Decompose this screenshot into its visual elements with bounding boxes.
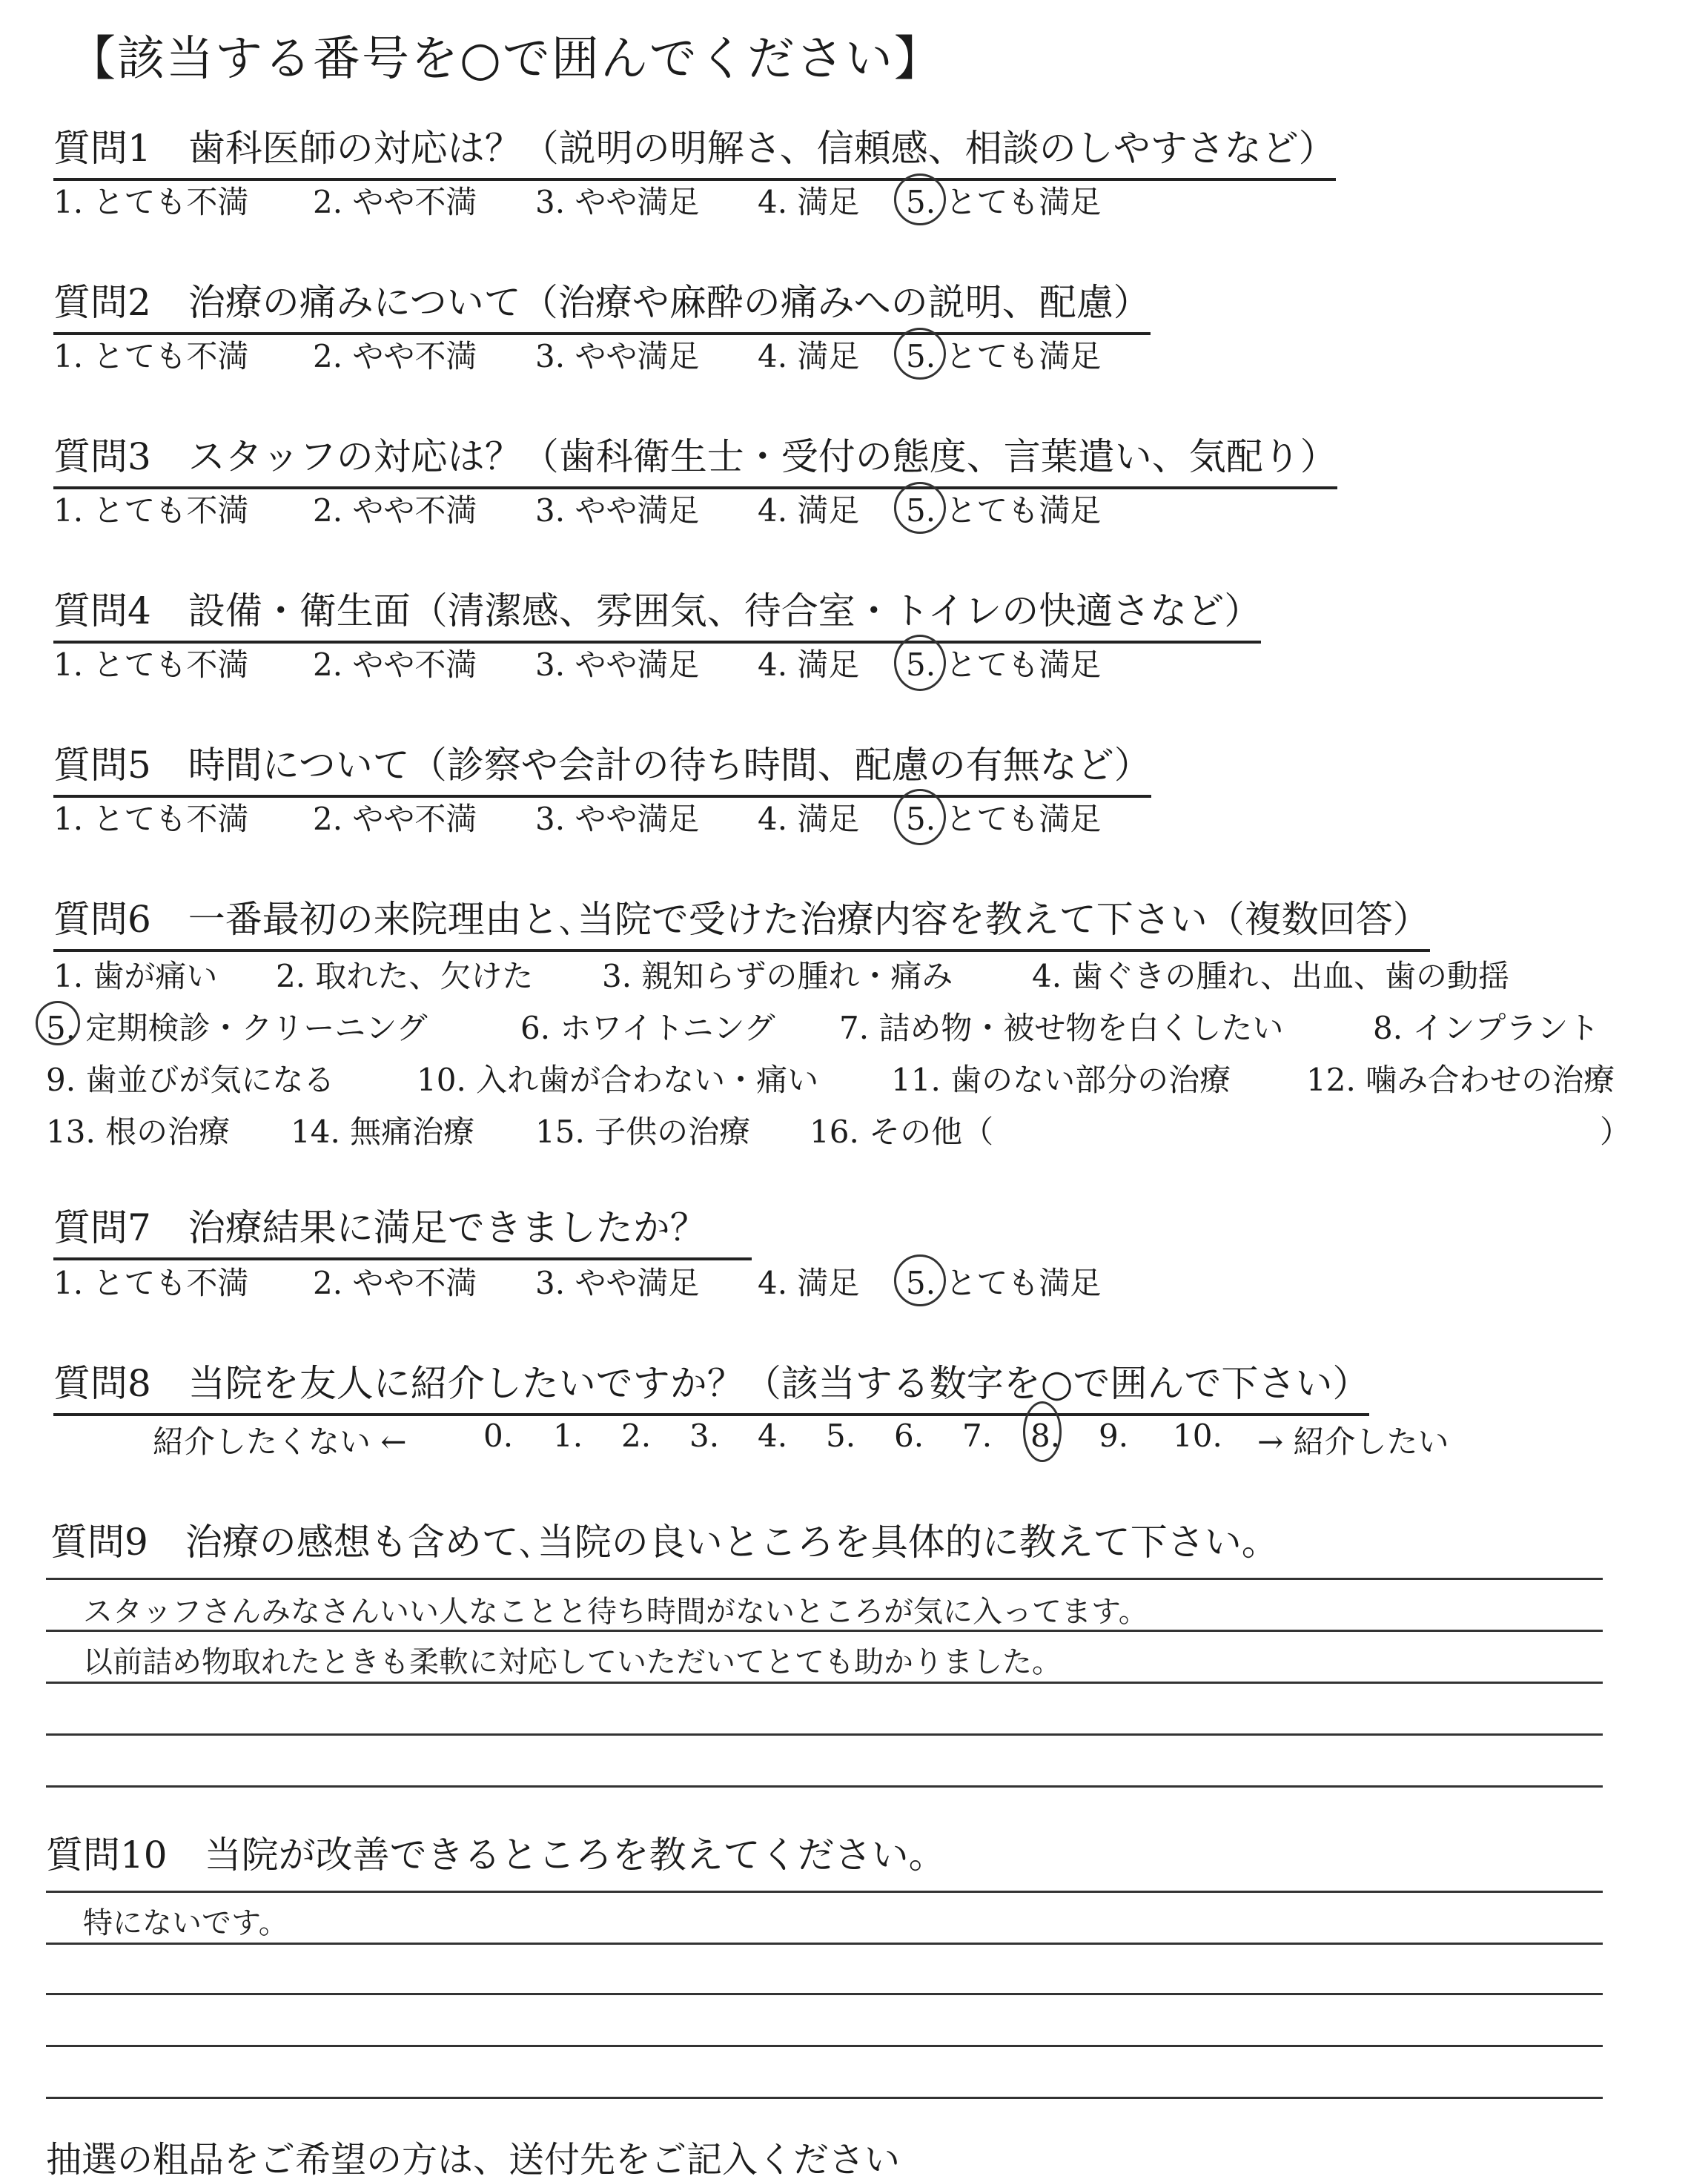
q2-selection-circle <box>894 328 946 380</box>
question-5-title: 質問5 時間について（診察や会計の待ち時間、配慮の有無など） <box>53 735 1151 798</box>
question-10-title: 質問10 当院が改善できるところを教えてください。 <box>46 1834 946 1877</box>
q5-option-1[interactable]: 1. とても不満 <box>53 801 249 837</box>
q4-option-2[interactable]: 2. やや不満 <box>313 647 477 683</box>
q1-option-1[interactable]: 1. とても不満 <box>53 184 249 220</box>
question-2-title: 質問2 治療の痛みについて（治療や麻酔の痛みへの説明、配慮） <box>53 273 1151 335</box>
question-8-title: 質問8 当院を友人に紹介したいですか？（該当する数字を○で囲んで下さい） <box>53 1354 1369 1416</box>
prize-address-instruction: 抽選の粗品をご希望の方は、送付先をご記入ください <box>46 2139 901 2181</box>
q7-option-3[interactable]: 3. やや満足 <box>535 1265 700 1301</box>
q4-option-5[interactable]: 5. とても満足 <box>906 647 1102 683</box>
q4-option-4[interactable]: 4. 満足 <box>758 647 860 683</box>
q3-option-5[interactable]: 5. とても満足 <box>906 492 1102 529</box>
q4-option-3[interactable]: 3. やや満足 <box>535 647 700 683</box>
question-4-title: 質問4 設備・衛生面（清潔感、雰囲気、待合室・トイレの快適さなど） <box>53 581 1261 644</box>
q8-value-6[interactable]: 6. <box>894 1418 924 1454</box>
question-7-title: 質問7 治療結果に満足できましたか？ <box>53 1198 752 1260</box>
q2-option-2[interactable]: 2. やや不満 <box>313 338 477 374</box>
question-6-title: 質問6 一番最初の来院理由と､当院で受けた治療内容を教えて下さい（複数回答） <box>53 890 1430 952</box>
q6-selection-circle <box>36 1001 80 1045</box>
q8-value-8[interactable]: 8. <box>1030 1418 1061 1454</box>
q6-option-9[interactable]: 9. 歯並びが気になる <box>46 1062 335 1098</box>
q2-option-4[interactable]: 4. 満足 <box>758 338 860 374</box>
q1-option-4[interactable]: 4. 満足 <box>758 184 860 220</box>
answer-line <box>46 1578 1603 1580</box>
q4-option-1[interactable]: 1. とても不満 <box>53 647 249 683</box>
q5-selection-circle <box>894 789 946 845</box>
q9-handwritten-line-1: スタッフさんみなさんいい人なことと待ち時間がないところが気に入ってます。 <box>83 1595 1148 1629</box>
q8-value-1[interactable]: 1. <box>553 1418 583 1454</box>
q2-option-5[interactable]: 5. とても満足 <box>906 338 1102 374</box>
q6-option-2[interactable]: 2. 取れた、欠けた <box>276 958 534 994</box>
q8-value-0[interactable]: 0. <box>483 1418 514 1454</box>
q6-option-4[interactable]: 4. 歯ぐきの腫れ、出血、歯の動揺 <box>1032 958 1509 994</box>
answer-line <box>46 1891 1603 1893</box>
q4-selection-circle <box>894 635 946 691</box>
q7-option-4[interactable]: 4. 満足 <box>758 1265 860 1301</box>
q5-option-2[interactable]: 2. やや不満 <box>313 801 477 837</box>
q6-option-12[interactable]: 12. 噛み合わせの治療 <box>1306 1062 1615 1098</box>
q6-option-6[interactable]: 6. ホワイトニング <box>520 1010 775 1046</box>
q5-option-3[interactable]: 3. やや満足 <box>535 801 700 837</box>
q6-option-5[interactable]: 5. 定期検診・クリーニング <box>46 1010 428 1046</box>
question-1-title: 質問1 歯科医師の対応は？（説明の明解さ、信頼感、相談のしやすさなど） <box>53 119 1336 181</box>
q1-option-2[interactable]: 2. やや不満 <box>313 184 477 220</box>
q6-option-14[interactable]: 14. 無痛治療 <box>291 1114 475 1150</box>
q7-selection-circle <box>894 1254 946 1306</box>
q8-value-10[interactable]: 10. <box>1173 1418 1222 1454</box>
q6-other-close-paren: ） <box>1600 1114 1632 1150</box>
q7-option-5[interactable]: 5. とても満足 <box>906 1265 1102 1301</box>
q1-selection-circle <box>894 173 946 225</box>
q8-value-3[interactable]: 3. <box>689 1418 720 1454</box>
q3-option-4[interactable]: 4. 満足 <box>758 492 860 529</box>
q6-option-13[interactable]: 13. 根の治療 <box>46 1114 231 1150</box>
form-header: 【該当する番号を○で囲んでください】 <box>68 32 943 87</box>
question-3-title: 質問3 スタッフの対応は？（歯科衛生士・受付の態度、言葉遣い、気配り） <box>53 427 1337 489</box>
q2-option-3[interactable]: 3. やや満足 <box>535 338 700 374</box>
q7-option-1[interactable]: 1. とても不満 <box>53 1265 249 1301</box>
q6-option-1[interactable]: 1. 歯が痛い <box>53 958 218 994</box>
q8-value-7[interactable]: 7. <box>962 1418 993 1454</box>
q3-selection-circle <box>894 482 946 534</box>
answer-line <box>46 1733 1603 1736</box>
q8-left-label: 紹介したくない ← <box>153 1424 407 1460</box>
q5-option-4[interactable]: 4. 満足 <box>758 801 860 837</box>
q9-handwritten-line-2: 以前詰め物取れたときも柔軟に対応していただいてとても助かりました。 <box>83 1645 1062 1679</box>
q8-value-2[interactable]: 2. <box>621 1418 652 1454</box>
q3-option-3[interactable]: 3. やや満足 <box>535 492 700 529</box>
q10-handwritten-line-1: 特にないです。 <box>83 1906 288 1940</box>
q6-option-10[interactable]: 10. 入れ歯が合わない・痛い <box>417 1062 819 1098</box>
q8-value-5[interactable]: 5. <box>826 1418 856 1454</box>
q8-value-9[interactable]: 9. <box>1099 1418 1129 1454</box>
q1-option-3[interactable]: 3. やや満足 <box>535 184 700 220</box>
q8-right-label: → 紹介したい <box>1257 1424 1449 1460</box>
q6-option-3[interactable]: 3. 親知らずの腫れ・痛み <box>602 958 953 994</box>
q8-selection-circle <box>1023 1401 1062 1462</box>
q6-option-16[interactable]: 16. その他（ <box>810 1114 994 1150</box>
answer-line <box>46 1785 1603 1788</box>
answer-line <box>46 2045 1603 2047</box>
q6-option-8[interactable]: 8. インプラント <box>1373 1010 1600 1046</box>
q6-option-7[interactable]: 7. 詰め物・被せ物を白くしたい <box>839 1010 1284 1046</box>
answer-line <box>46 1943 1603 1945</box>
q7-option-2[interactable]: 2. やや不満 <box>313 1265 477 1301</box>
answer-line <box>46 2097 1603 2099</box>
q6-option-11[interactable]: 11. 歯のない部分の治療 <box>891 1062 1231 1098</box>
q3-option-1[interactable]: 1. とても不満 <box>53 492 249 529</box>
q2-option-1[interactable]: 1. とても不満 <box>53 338 249 374</box>
q1-option-5[interactable]: 5. とても満足 <box>906 184 1102 220</box>
answer-line <box>46 1682 1603 1684</box>
q6-option-15[interactable]: 15. 子供の治療 <box>535 1114 751 1150</box>
q5-option-5[interactable]: 5. とても満足 <box>906 801 1102 837</box>
q3-option-2[interactable]: 2. やや不満 <box>313 492 477 529</box>
question-9-title: 質問9 治療の感想も含めて､当院の良いところを具体的に教えて下さい。 <box>50 1521 1279 1564</box>
answer-line <box>46 1993 1603 1995</box>
q8-value-4[interactable]: 4. <box>758 1418 788 1454</box>
